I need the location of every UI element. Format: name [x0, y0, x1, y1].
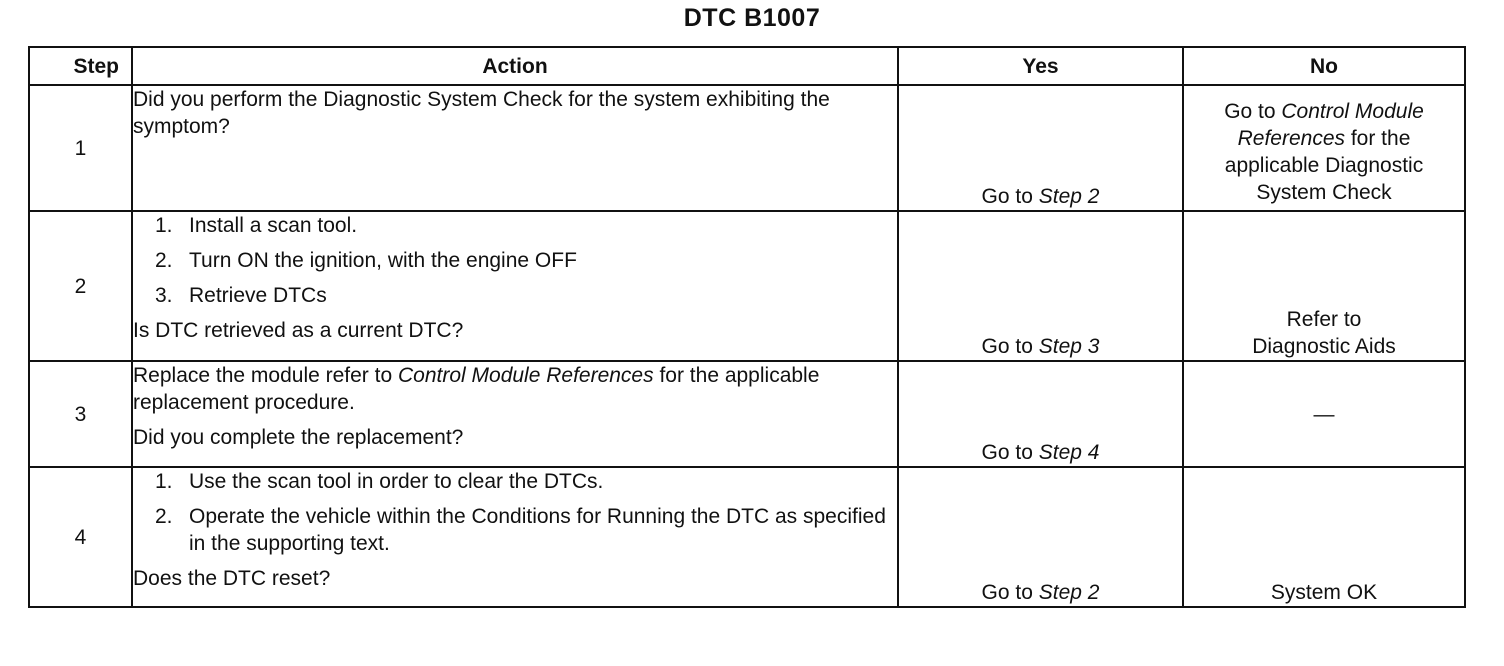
yes-cell — [898, 211, 1183, 361]
yes-step-link: Step 2 — [1038, 581, 1100, 604]
action-suffix: for the applicable replacement procedure. — [133, 364, 820, 414]
yes-prefix: Go to — [981, 185, 1039, 208]
no-cell: — — [1183, 361, 1465, 467]
list-number: 1. — [155, 470, 173, 493]
list-text: Retrieve DTCs — [189, 284, 327, 307]
header-no: No — [1183, 47, 1465, 85]
header-yes: Yes — [898, 47, 1183, 85]
header-row — [29, 47, 1465, 85]
action-list-item — [133, 503, 897, 557]
table-row — [29, 361, 1465, 467]
action-cell — [132, 467, 898, 607]
action-list-item — [133, 247, 897, 274]
yes-cell — [898, 361, 1183, 467]
list-text: Operate the vehicle within the Conditions for Running the DTC as specified in the supporting text. — [189, 505, 886, 555]
action-cell — [132, 361, 898, 467]
action-prefix: Replace the module refer to — [133, 364, 398, 387]
table-row — [29, 467, 1465, 607]
no-cell — [1183, 85, 1465, 211]
header-step: Step — [29, 47, 132, 85]
list-number: 3. — [155, 284, 173, 307]
list-number: 2. — [155, 249, 173, 272]
list-text: Turn ON the ignition, with the engine OFF — [189, 249, 577, 272]
no-line: Refer to — [1286, 308, 1362, 331]
step-number: 3 — [29, 361, 132, 467]
yes-prefix: Go to — [981, 335, 1039, 358]
yes-prefix: Go to — [981, 581, 1039, 604]
step-number: 1 — [29, 85, 132, 211]
no-cell: System OK — [1183, 467, 1465, 607]
action-cell — [132, 211, 898, 361]
action-list-item — [133, 212, 897, 239]
no-line: Diagnostic Aids — [1252, 335, 1396, 358]
action-list-item — [133, 468, 897, 495]
action-cell — [132, 85, 898, 211]
header-action: Action — [132, 47, 898, 85]
yes-cell — [898, 85, 1183, 211]
yes-prefix: Go to — [981, 441, 1039, 464]
table-row — [29, 211, 1465, 361]
action-instruction — [133, 362, 897, 416]
list-number: 2. — [155, 505, 173, 528]
no-reference: Control Module References — [1237, 100, 1424, 150]
no-cell — [1183, 211, 1465, 361]
action-list-item — [133, 282, 897, 309]
yes-cell — [898, 467, 1183, 607]
list-number: 1. — [155, 214, 173, 237]
table-row — [29, 85, 1465, 211]
no-suffix: for the applicable Diagnostic System Check — [1224, 127, 1424, 204]
list-text: Use the scan tool in order to clear the DTCs. — [189, 470, 604, 493]
action-reference: Control Module References — [397, 364, 654, 387]
step-number: 4 — [29, 467, 132, 607]
step-number: 2 — [29, 211, 132, 361]
yes-step-link: Step 2 — [1038, 185, 1100, 208]
page-title: DTC B1007 — [683, 4, 821, 32]
action-question: Is DTC retrieved as a current DTC? — [133, 319, 464, 342]
action-question: Does the DTC reset? — [133, 567, 331, 590]
yes-step-link: Step 4 — [1038, 441, 1100, 464]
diagnostic-table — [28, 46, 1466, 608]
list-text: Install a scan tool. — [189, 214, 358, 237]
yes-step-link: Step 3 — [1038, 335, 1100, 358]
action-question: Did you perform the Diagnostic System Check for the system exhibiting the symptom? — [133, 88, 830, 138]
action-question: Did you complete the replacement? — [133, 426, 464, 449]
no-prefix: Go to — [1224, 100, 1282, 123]
